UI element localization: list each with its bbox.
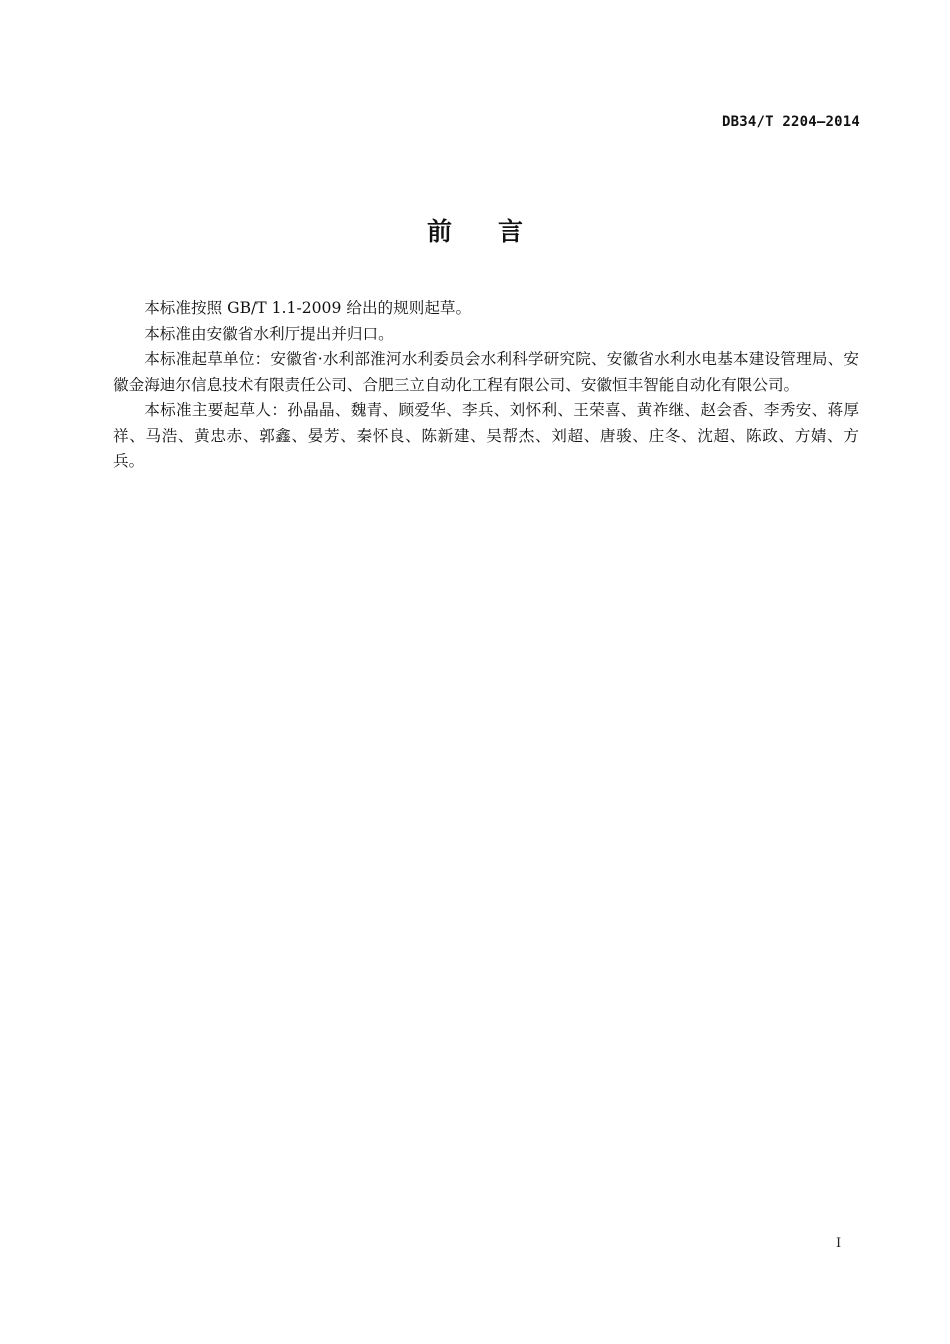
- title-char-1: 前: [426, 217, 452, 246]
- standard-code: DB34/T 2204—2014: [721, 114, 860, 130]
- title-char-2: 言: [498, 217, 524, 246]
- page-title: [0, 212, 950, 248]
- paragraph-drafting-units: 本标准起草单位：安徽省·水利部淮河水利委员会水利科学研究院、安徽省水利水电基本建设管理局、安徽金海迪尔信息技术有限责任公司、合肥三立自动化工程有限公司、安徽恒丰智能自动化有限公司。: [113, 350, 859, 394]
- paragraph-drafters: 本标准主要起草人：孙晶晶、魏青、顾爱华、李兵、刘怀利、王荣喜、黄祚继、赵会香、李秀安、蒋厚祥、马浩、黄忠赤、郭鑫、晏芳、秦怀良、陈新建、吴帮杰、刘超、唐骏、庄冬、沈超、陈政、方婧、方兵。: [113, 401, 859, 470]
- foreword-body: [113, 296, 859, 475]
- paragraph-proposer: 本标准由安徽省水利厅提出并归口。: [144, 324, 394, 343]
- paragraph-drafting-rules: 本标准按照 GB/T 1.1-2009 给出的规则起草。: [144, 299, 472, 317]
- page-number: I: [836, 1236, 842, 1251]
